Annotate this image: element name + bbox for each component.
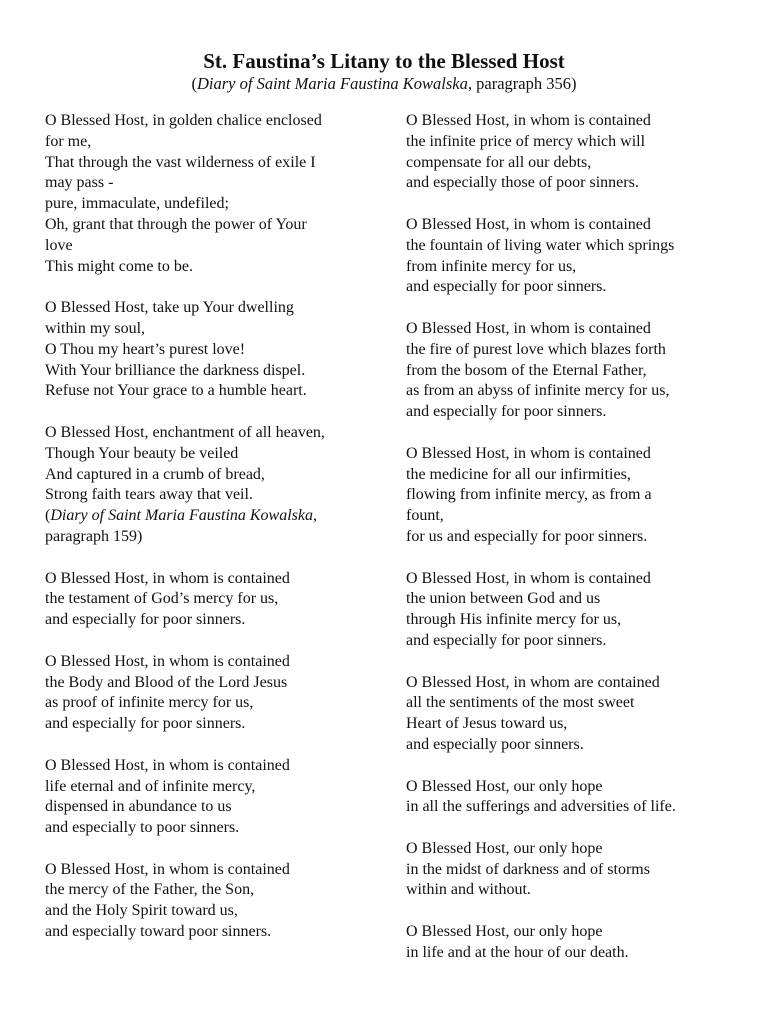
stanza-line: O Blessed Host, in golden chalice enclosed — [45, 112, 322, 129]
stanza-left-3 — [45, 423, 375, 548]
stanza-right-1 — [406, 111, 746, 194]
stanza-line: O Blessed Host, in whom is contained — [45, 860, 290, 878]
stanza-left-2 — [45, 298, 375, 402]
stanza-line: pure, immaculate, undefiled; — [45, 195, 229, 213]
stanza-line: the mercy of the Father, the Son, — [45, 881, 255, 899]
stanza-line: and especially for poor sinners. — [45, 611, 246, 629]
stanza-line: O Blessed Host, in whom is contained — [406, 112, 651, 129]
stanza-right-2 — [406, 215, 746, 298]
subtitle-open: ( — [191, 74, 197, 93]
citation-source: Diary of Saint Maria Faustina Kowalska — [50, 507, 313, 525]
stanza-line: Strong faith tears away that veil. — [45, 486, 253, 504]
stanza-line: the union between God and us — [406, 590, 601, 608]
stanza-line: within my soul, — [45, 319, 146, 337]
stanza-line: This might come to be. — [45, 257, 193, 275]
stanza-line: O Blessed Host, in whom is contained — [406, 569, 651, 587]
stanza-line: from the bosom of the Eternal Father, — [406, 361, 647, 379]
stanza-line: from infinite mercy for us, — [406, 257, 577, 275]
stanza-line: and especially for poor sinners. — [45, 715, 246, 733]
subtitle-paragraph: , paragraph 356) — [467, 74, 577, 93]
right-column — [406, 111, 746, 984]
stanza-line: and especially to poor sinners. — [45, 819, 240, 837]
stanza-right-5 — [406, 569, 746, 652]
citation-paragraph: paragraph 159) — [45, 527, 143, 545]
stanza-left-7 — [45, 860, 375, 943]
document-title: St. Faustina’s Litany to the Blessed Host — [203, 49, 565, 73]
left-column — [45, 111, 375, 964]
stanza-line: may pass - — [45, 174, 114, 192]
stanza-line: O Blessed Host, our only hope — [406, 777, 603, 795]
stanza-right-8 — [406, 839, 746, 901]
stanza-line: as proof of infinite mercy for us, — [45, 694, 254, 712]
stanza-line: and especially for poor sinners. — [406, 278, 607, 296]
stanza-line: in all the sufferings and adversities of life. — [406, 798, 676, 816]
stanza-line: and the Holy Spirit toward us, — [45, 902, 238, 920]
stanza-line: the Body and Blood of the Lord Jesus — [45, 673, 288, 691]
stanza-line: And captured in a crumb of bread, — [45, 465, 265, 483]
stanza-line: O Blessed Host, in whom is contained — [406, 319, 651, 337]
stanza-line: O Blessed Host, enchantment of all heaven, — [45, 423, 325, 441]
stanza-right-4 — [406, 444, 746, 548]
stanza-line: within and without. — [406, 881, 531, 899]
citation-open: ( — [45, 507, 51, 525]
document-subtitle — [0, 73, 768, 95]
stanza-line: flowing from infinite mercy, as from a — [406, 486, 652, 504]
citation-line — [45, 506, 375, 527]
stanza-line: compensate for all our debts, — [406, 153, 592, 171]
stanza-line: in life and at the hour of our death. — [406, 943, 629, 961]
stanza-line: O Blessed Host, take up Your dwelling — [45, 299, 294, 317]
stanza-line: as from an abyss of infinite mercy for us, — [406, 382, 670, 400]
stanza-line: fount, — [406, 507, 444, 525]
stanza-line: Heart of Jesus toward us, — [406, 715, 568, 733]
stanza-line: for us and especially for poor sinners. — [406, 527, 648, 545]
stanza-line: and especially for poor sinners. — [406, 631, 607, 649]
stanza-line: love — [45, 236, 73, 254]
stanza-line: the fire of purest love which blazes forth — [406, 340, 666, 358]
stanza-line: O Blessed Host, our only hope — [406, 839, 603, 857]
stanza-line: the fountain of living water which springs — [406, 236, 675, 254]
stanza-line: through His infinite mercy for us, — [406, 611, 622, 629]
stanza-line: and especially toward poor sinners. — [45, 923, 272, 941]
stanza-left-4 — [45, 569, 375, 631]
stanza-line: Though Your beauty be veiled — [45, 444, 239, 462]
stanza-line: the infinite price of mercy which will — [406, 132, 646, 150]
stanza-right-6 — [406, 673, 746, 756]
stanza-line: O Blessed Host, in whom is contained — [45, 569, 290, 587]
stanza-line: With Your brilliance the darkness dispel. — [45, 361, 306, 379]
stanza-line: O Blessed Host, in whom is contained — [406, 444, 651, 462]
stanza-right-9 — [406, 922, 746, 964]
stanza-left-5 — [45, 652, 375, 735]
stanza-line: all the sentiments of the most sweet — [406, 694, 635, 712]
stanza-line: for me, — [45, 132, 92, 150]
citation-comma: , — [313, 507, 317, 525]
stanza-line: dispensed in abundance to us — [45, 798, 232, 816]
stanza-line: life eternal and of infinite mercy, — [45, 777, 256, 795]
stanza-line: O Blessed Host, our only hope — [406, 923, 603, 941]
stanza-left-1 — [45, 111, 375, 277]
stanza-line: and especially poor sinners. — [406, 735, 584, 753]
stanza-left-6 — [45, 756, 375, 839]
stanza-line: and especially those of poor sinners. — [406, 174, 639, 192]
stanza-line: in the midst of darkness and of storms — [406, 860, 650, 878]
stanza-line: O Blessed Host, in whom is contained — [45, 756, 290, 774]
stanza-line: the testament of God’s mercy for us, — [45, 590, 279, 608]
stanza-line: the medicine for all our infirmities, — [406, 465, 631, 483]
stanza-right-3 — [406, 319, 746, 423]
stanza-line: O Blessed Host, in whom is contained — [45, 652, 290, 670]
stanza-right-7 — [406, 777, 746, 819]
stanza-line: and especially for poor sinners. — [406, 403, 607, 421]
stanza-line: O Thou my heart’s purest love! — [45, 340, 246, 358]
stanza-line: Refuse not Your grace to a humble heart. — [45, 382, 307, 400]
stanza-line: That through the vast wilderness of exile I — [45, 153, 316, 171]
stanza-line: O Blessed Host, in whom are contained — [406, 673, 660, 691]
stanza-line: O Blessed Host, in whom is contained — [406, 215, 651, 233]
stanza-line: Oh, grant that through the power of Your — [45, 215, 307, 233]
subtitle-source: Diary of Saint Maria Faustina Kowalska — [197, 74, 468, 93]
